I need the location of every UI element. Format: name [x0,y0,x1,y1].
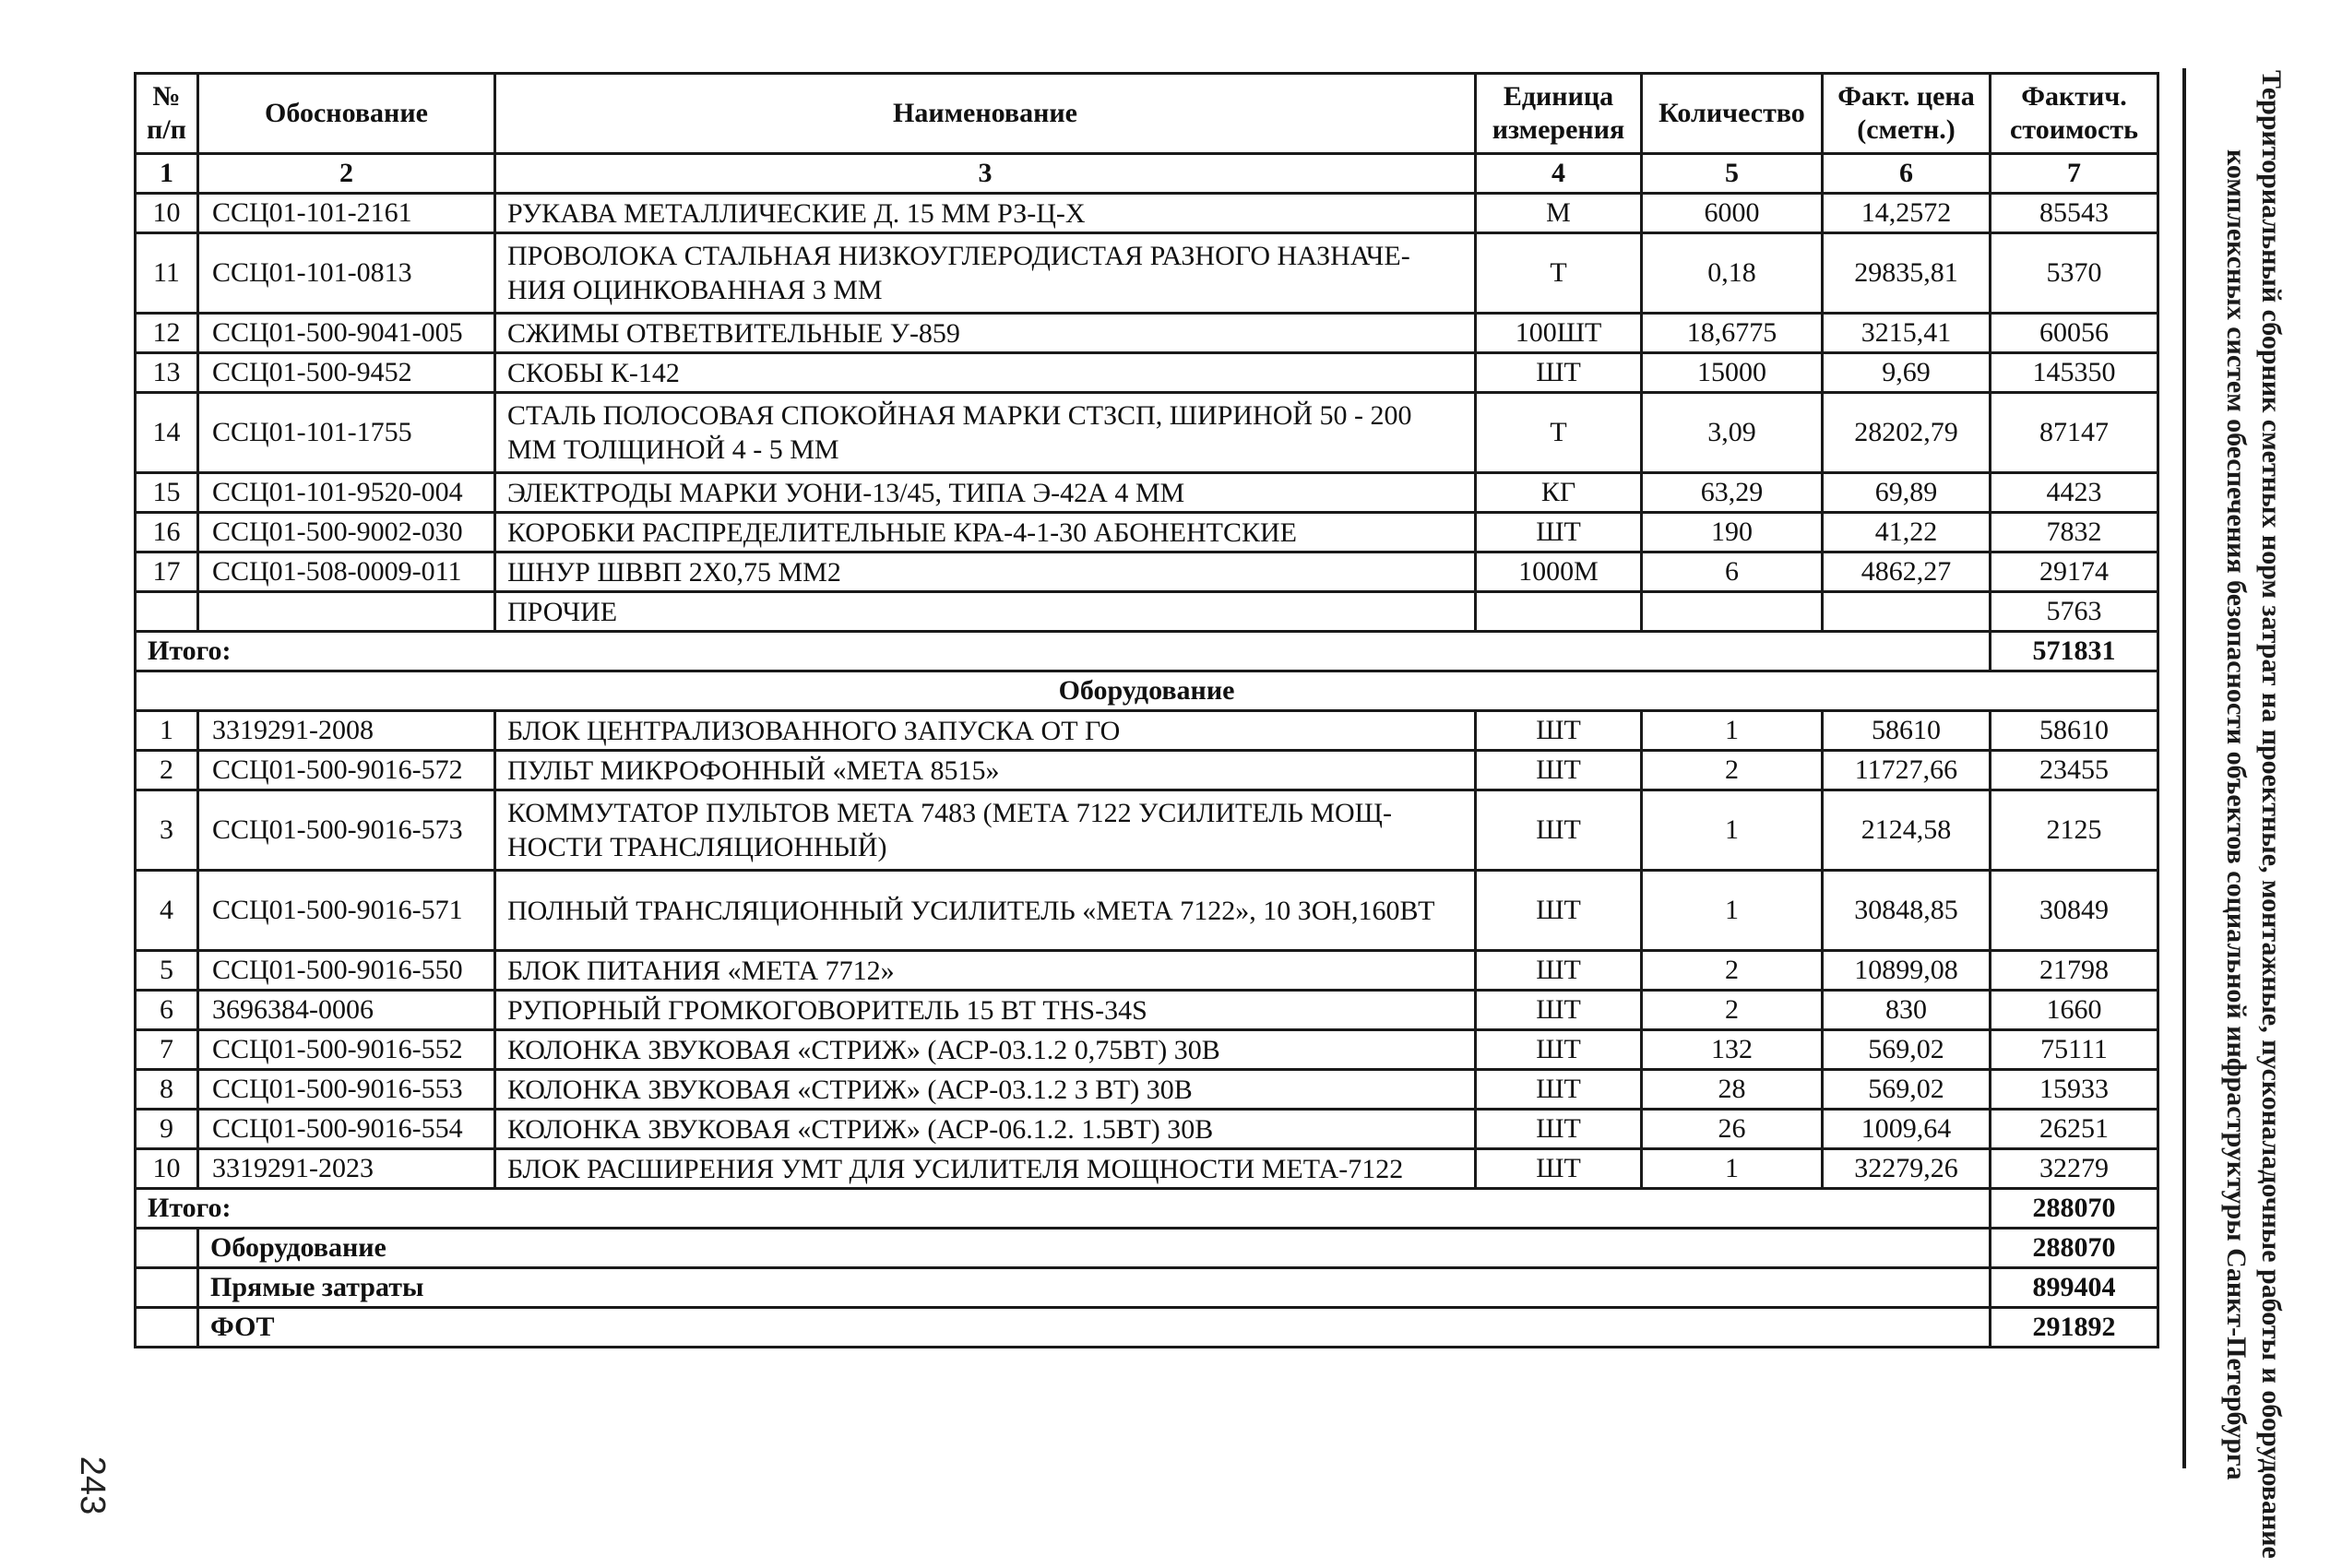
row-code: ССЦ01-500-9016-554 [198,1110,495,1149]
row-unit [1476,592,1642,632]
row-code: ССЦ01-500-9016-571 [198,871,495,951]
row-number: 16 [136,513,198,552]
row-quantity: 2 [1642,751,1823,790]
row-name: КОЛОНКА ЗВУКОВАЯ «СТРИЖ» (АСР-06.1.2. 1.5ВТ) 30В [495,1110,1476,1149]
row-number [136,592,198,632]
row-quantity: 1 [1642,1149,1823,1189]
row-number: 1 [136,711,198,751]
row-price: 1009,64 [1823,1110,1991,1149]
total-value: 571831 [1991,632,2158,671]
row-name: БЛОК РАСШИРЕНИЯ УМТ ДЛЯ УСИЛИТЕЛЯ МОЩНОСТИ МЕТА-7122 [495,1149,1476,1189]
table-row [136,194,2158,233]
row-unit: ШТ [1476,790,1642,871]
row-name: ПУЛЬТ МИКРОФОННЫЙ «МЕТА 8515» [495,751,1476,790]
row-code: 3319291-2008 [198,711,495,751]
table-row [136,1110,2158,1149]
summary-value: 899404 [1991,1268,2158,1308]
row-cost: 21798 [1991,951,2158,991]
table-row [136,592,2158,632]
row-cost: 23455 [1991,751,2158,790]
row-name: КОЛОНКА ЗВУКОВАЯ «СТРИЖ» (АСР-03.1.2 3 ВТ) 30В [495,1070,1476,1110]
column-number: 3 [495,154,1476,194]
row-unit: ШТ [1476,751,1642,790]
row-name: СТАЛЬ ПОЛОСОВАЯ СПОКОЙНАЯ МАРКИ СТЗСП, ШИРИНОЙ 50 - 200 ММ ТОЛЩИНОЙ 4 - 5 ММ [495,393,1476,473]
row-number: 9 [136,1110,198,1149]
column-number: 2 [198,154,495,194]
summary-value: 288070 [1991,1229,2158,1268]
row-price: 11727,66 [1823,751,1991,790]
side-caption-line2: комплексных систем обеспечения безопасности объектов социальной инфраструктуры Санкт-Петербурга [2221,148,2252,1480]
row-code: ССЦ01-101-1755 [198,393,495,473]
table-row [136,1149,2158,1189]
row-number: 17 [136,552,198,592]
row-number: 15 [136,473,198,513]
row-price: 2124,58 [1823,790,1991,871]
summary-row-payroll [136,1308,2158,1348]
row-code: ССЦ01-500-9016-573 [198,790,495,871]
row-code: ССЦ01-500-9041-005 [198,314,495,353]
row-cost: 60056 [1991,314,2158,353]
row-number: 3 [136,790,198,871]
row-cost: 75111 [1991,1030,2158,1070]
summary-blank [136,1229,198,1268]
row-quantity: 1 [1642,711,1823,751]
row-name: ПРОЧИЕ [495,592,1476,632]
row-quantity: 63,29 [1642,473,1823,513]
equipment-section-row [136,671,2158,711]
row-quantity: 3,09 [1642,393,1823,473]
row-cost: 58610 [1991,711,2158,751]
row-name: ШНУР ШВВП 2Х0,75 ММ2 [495,552,1476,592]
table-row [136,951,2158,991]
summary-row-direct-costs [136,1268,2158,1308]
row-cost: 1660 [1991,991,2158,1030]
table-row [136,353,2158,393]
column-number: 1 [136,154,198,194]
summary-blank [136,1308,198,1348]
materials-total-row [136,632,2158,671]
table-row [136,991,2158,1030]
header-quantity: Количество [1642,74,1823,154]
row-cost: 4423 [1991,473,2158,513]
header-cost: Фактич. стоимость [1991,74,2158,154]
row-quantity: 6000 [1642,194,1823,233]
row-quantity: 15000 [1642,353,1823,393]
row-code: ССЦ01-508-0009-011 [198,552,495,592]
row-code: ССЦ01-500-9016-572 [198,751,495,790]
row-number: 10 [136,194,198,233]
row-name: ПРОВОЛОКА СТАЛЬНАЯ НИЗКОУГЛЕРОДИСТАЯ РАЗНОГО НАЗНАЧЕ-НИЯ ОЦИНКОВАННАЯ 3 ММ [495,233,1476,314]
row-code [198,592,495,632]
row-price: 41,22 [1823,513,1991,552]
total-value: 288070 [1991,1189,2158,1229]
row-cost: 26251 [1991,1110,2158,1149]
table-row [136,751,2158,790]
row-name: БЛОК ЦЕНТРАЛИЗОВАННОГО ЗАПУСКА ОТ ГО [495,711,1476,751]
side-caption-text [2218,70,2289,1559]
row-cost: 5370 [1991,233,2158,314]
row-quantity: 1 [1642,790,1823,871]
row-unit: ШТ [1476,951,1642,991]
row-name: РУКАВА МЕТАЛЛИЧЕСКИЕ Д. 15 ММ РЗ-Ц-Х [495,194,1476,233]
summary-value: 291892 [1991,1308,2158,1348]
row-price: 14,2572 [1823,194,1991,233]
table-row [136,552,2158,592]
row-unit: 100ШТ [1476,314,1642,353]
row-cost: 85543 [1991,194,2158,233]
table-row [136,314,2158,353]
row-cost: 30849 [1991,871,2158,951]
row-code: ССЦ01-101-0813 [198,233,495,314]
page-number [65,1430,120,1540]
table-row [136,790,2158,871]
row-number: 12 [136,314,198,353]
section-title: Оборудование [136,671,2158,711]
summary-blank [136,1268,198,1308]
row-price: 29835,81 [1823,233,1991,314]
row-cost: 15933 [1991,1070,2158,1110]
estimate-table [134,72,2159,1348]
table-row [136,1030,2158,1070]
row-price: 10899,08 [1823,951,1991,991]
row-unit: ШТ [1476,871,1642,951]
row-name: ПОЛНЫЙ ТРАНСЛЯЦИОННЫЙ УСИЛИТЕЛЬ «МЕТА 7122», 10 ЗОН,160ВТ [495,871,1476,951]
column-number: 7 [1991,154,2158,194]
row-quantity: 26 [1642,1110,1823,1149]
column-number: 6 [1823,154,1991,194]
row-cost: 87147 [1991,393,2158,473]
table-row [136,1070,2158,1110]
row-number: 10 [136,1149,198,1189]
row-unit: КГ [1476,473,1642,513]
row-unit: М [1476,194,1642,233]
row-name: КОММУТАТОР ПУЛЬТОВ МЕТА 7483 (МЕТА 7122 УСИЛИТЕЛЬ МОЩ-НОСТИ ТРАНСЛЯЦИОННЫЙ) [495,790,1476,871]
summary-label: Оборудование [198,1229,1991,1268]
header-basis: Обоснование [198,74,495,154]
row-code: 3319291-2023 [198,1149,495,1189]
table-row [136,711,2158,751]
row-price: 28202,79 [1823,393,1991,473]
row-cost: 145350 [1991,353,2158,393]
row-number: 8 [136,1070,198,1110]
column-number: 4 [1476,154,1642,194]
row-unit: 1000М [1476,552,1642,592]
row-unit: Т [1476,233,1642,314]
row-price: 9,69 [1823,353,1991,393]
row-code: ССЦ01-500-9016-552 [198,1030,495,1070]
row-unit: ШТ [1476,1070,1642,1110]
row-cost: 5763 [1991,592,2158,632]
row-code: ССЦ01-500-9452 [198,353,495,393]
row-price: 569,02 [1823,1030,1991,1070]
row-code: ССЦ01-101-2161 [198,194,495,233]
row-quantity [1642,592,1823,632]
row-name: СКОБЫ К-142 [495,353,1476,393]
row-cost: 2125 [1991,790,2158,871]
table-row [136,871,2158,951]
page-number-text: 243 [73,1455,113,1515]
row-name: КОЛОНКА ЗВУКОВАЯ «СТРИЖ» (АСР-03.1.2 0,75ВТ) 30В [495,1030,1476,1070]
row-code: ССЦ01-500-9016-550 [198,951,495,991]
row-name: БЛОК ПИТАНИЯ «МЕТА 7712» [495,951,1476,991]
header-unit: Единица измерения [1476,74,1642,154]
row-price: 30848,85 [1823,871,1991,951]
row-price: 830 [1823,991,1991,1030]
row-quantity: 190 [1642,513,1823,552]
total-label: Итого: [136,1189,1991,1229]
row-name: РУПОРНЫЙ ГРОМКОГОВОРИТЕЛЬ 15 ВТ THS-34S [495,991,1476,1030]
header-price: Факт. цена (сметн.) [1823,74,1991,154]
row-unit: ШТ [1476,353,1642,393]
table-row [136,233,2158,314]
row-price: 3215,41 [1823,314,1991,353]
row-price: 69,89 [1823,473,1991,513]
row-quantity: 0,18 [1642,233,1823,314]
row-price: 58610 [1823,711,1991,751]
row-cost: 7832 [1991,513,2158,552]
row-unit: ШТ [1476,991,1642,1030]
row-unit: Т [1476,393,1642,473]
header-name: Наименование [495,74,1476,154]
row-code: 3696384-0006 [198,991,495,1030]
column-number: 5 [1642,154,1823,194]
row-unit: ШТ [1476,1149,1642,1189]
row-price [1823,592,1991,632]
row-cost: 29174 [1991,552,2158,592]
table-row [136,393,2158,473]
row-price: 569,02 [1823,1070,1991,1110]
row-number: 7 [136,1030,198,1070]
summary-row-equipment [136,1229,2158,1268]
row-quantity: 2 [1642,951,1823,991]
row-quantity: 2 [1642,991,1823,1030]
row-quantity: 18,6775 [1642,314,1823,353]
row-number: 14 [136,393,198,473]
side-caption-line1: Территориальный сборник сметных норм затрат на проектные, монтажные, пусконаладочные работы и оборудование [2256,70,2287,1559]
total-label: Итого: [136,632,1991,671]
row-number: 6 [136,991,198,1030]
equipment-total-row [136,1189,2158,1229]
row-code: ССЦ01-101-9520-004 [198,473,495,513]
header-row [136,74,2158,154]
row-code: ССЦ01-500-9016-553 [198,1070,495,1110]
summary-label: ФОТ [198,1308,1991,1348]
row-unit: ШТ [1476,1030,1642,1070]
row-number: 13 [136,353,198,393]
side-caption [2189,70,2318,1559]
row-name: ЭЛЕКТРОДЫ МАРКИ УОНИ-13/45, ТИПА Э-42А 4 ММ [495,473,1476,513]
row-quantity: 132 [1642,1030,1823,1070]
table-row [136,513,2158,552]
row-quantity: 1 [1642,871,1823,951]
table-row [136,473,2158,513]
row-code: ССЦ01-500-9002-030 [198,513,495,552]
column-numbers-row [136,154,2158,194]
row-unit: ШТ [1476,513,1642,552]
row-name: СЖИМЫ ОТВЕТВИТЕЛЬНЫЕ У-859 [495,314,1476,353]
summary-label: Прямые затраты [198,1268,1991,1308]
row-cost: 32279 [1991,1149,2158,1189]
row-quantity: 6 [1642,552,1823,592]
row-name: КОРОБКИ РАСПРЕДЕЛИТЕЛЬНЫЕ КРА-4-1-30 АБОНЕНТСКИЕ [495,513,1476,552]
row-number: 5 [136,951,198,991]
row-unit: ШТ [1476,711,1642,751]
row-price: 32279,26 [1823,1149,1991,1189]
row-number: 11 [136,233,198,314]
row-quantity: 28 [1642,1070,1823,1110]
row-unit: ШТ [1476,1110,1642,1149]
right-border-line [2182,68,2186,1468]
row-price: 4862,27 [1823,552,1991,592]
row-number: 2 [136,751,198,790]
row-number: 4 [136,871,198,951]
header-number: № п/п [136,74,198,154]
